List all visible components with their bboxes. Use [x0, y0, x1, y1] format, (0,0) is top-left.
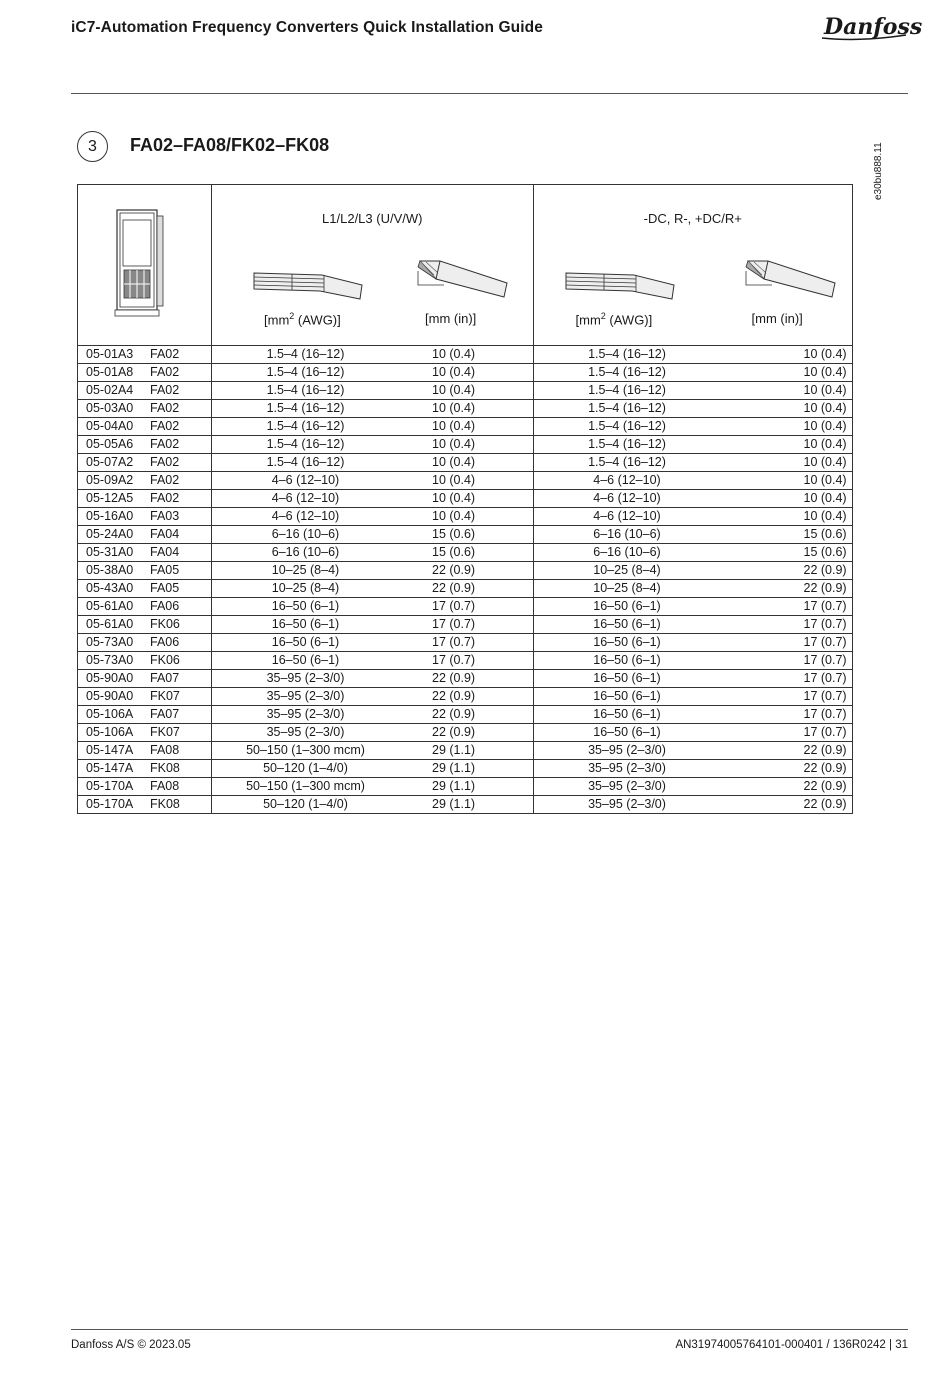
- frame-size: FK06: [150, 653, 180, 668]
- model-frame-cell: [78, 346, 212, 364]
- dc-cable-area: 1.5–4 (16–12): [533, 418, 721, 436]
- model-frame-cell: [78, 670, 212, 688]
- table-row: [78, 706, 853, 724]
- mains-strip-length: 22 (0.9): [399, 688, 533, 706]
- model-frame-cell: [78, 364, 212, 382]
- footer-copyright: Danfoss A/S © 2023.05: [71, 1339, 191, 1351]
- mains-terminal-title: L1/L2/L3 (U/V/W): [322, 211, 423, 226]
- illustration-code: e30bu888.11: [873, 142, 884, 200]
- mains-cable-area: 1.5–4 (16–12): [212, 400, 400, 418]
- mains-strip-length: 29 (1.1): [399, 778, 533, 796]
- dc-length-unit: [mm (in)]: [751, 311, 803, 326]
- frame-size: FA06: [150, 599, 180, 614]
- dc-strip-length: 10 (0.4): [721, 400, 853, 418]
- frame-size: FA07: [150, 707, 180, 722]
- mains-strip-length: 10 (0.4): [399, 346, 533, 364]
- dc-cable-area: 1.5–4 (16–12): [533, 400, 721, 418]
- model-code: 05-61A0: [86, 599, 134, 614]
- mains-strip-length: 22 (0.9): [399, 670, 533, 688]
- mains-cable-area: 50–150 (1–300 mcm): [212, 742, 400, 760]
- model-code: 05-170A: [86, 779, 134, 794]
- model-frame-cell: [78, 400, 212, 418]
- model-frame-cell: [78, 508, 212, 526]
- model-code: 05-90A0: [86, 671, 134, 686]
- stripped-wire-icon: [740, 257, 840, 307]
- mains-strip-length: 10 (0.4): [399, 490, 533, 508]
- frame-size: FK06: [150, 617, 180, 632]
- table-body: [78, 346, 853, 814]
- mains-strip-length: 17 (0.7): [399, 616, 533, 634]
- stripped-wire-icon: [412, 257, 512, 307]
- model-code: 05-90A0: [86, 689, 134, 704]
- dc-strip-length: 10 (0.4): [721, 364, 853, 382]
- mains-cable-area: 4–6 (12–10): [212, 472, 400, 490]
- dc-cable-area: 16–50 (6–1): [533, 706, 721, 724]
- table-row: [78, 472, 853, 490]
- model-frame-cell: [78, 760, 212, 778]
- dc-area-unit: [$mm^2$ (AWG)]: [575, 311, 653, 328]
- model-code: 05-147A: [86, 761, 134, 776]
- dc-cable-area: 6–16 (10–6): [533, 526, 721, 544]
- dc-cable-area: 16–50 (6–1): [533, 634, 721, 652]
- model-code: 05-07A2: [86, 455, 134, 470]
- mains-strip-length: 22 (0.9): [399, 724, 533, 742]
- mains-cable-area: 10–25 (8–4): [212, 580, 400, 598]
- frame-size: FA04: [150, 527, 180, 542]
- dc-cable-area: 4–6 (12–10): [533, 490, 721, 508]
- model-frame-cell: [78, 616, 212, 634]
- model-frame-cell: [78, 796, 212, 814]
- model-code: 05-01A8: [86, 365, 134, 380]
- dc-strip-length: 15 (0.6): [721, 544, 853, 562]
- document-title: iC7-Automation Frequency Converters Quick Installation Guide: [71, 19, 543, 36]
- section-title: FA02–FA08/FK02–FK08: [130, 135, 330, 155]
- mains-cable-area: 35–95 (2–3/0): [212, 670, 400, 688]
- frame-size: FA02: [150, 347, 180, 362]
- mains-cable-area: 1.5–4 (16–12): [212, 346, 400, 364]
- model-code: 05-04A0: [86, 419, 134, 434]
- mains-strip-length: 10 (0.4): [399, 508, 533, 526]
- mains-strip-length: 10 (0.4): [399, 436, 533, 454]
- dc-strip-length: 17 (0.7): [721, 652, 853, 670]
- mains-cable-area: 35–95 (2–3/0): [212, 688, 400, 706]
- model-frame-cell: [78, 634, 212, 652]
- footer-doc-number: AN31974005764101-000401 / 136R0242 | 31: [675, 1339, 908, 1351]
- model-code: 05-09A2: [86, 473, 134, 488]
- mains-strip-length: 15 (0.6): [399, 544, 533, 562]
- dc-cable-area: 35–95 (2–3/0): [533, 760, 721, 778]
- dc-strip-length: 10 (0.4): [721, 382, 853, 400]
- mains-strip-length: 29 (1.1): [399, 796, 533, 814]
- model-code: 05-106A: [86, 725, 134, 740]
- model-frame-cell: [78, 724, 212, 742]
- frame-size: FA02: [150, 437, 180, 452]
- footer-divider: [71, 1329, 908, 1330]
- dc-strip-length: 17 (0.7): [721, 688, 853, 706]
- mains-strip-length: 17 (0.7): [399, 634, 533, 652]
- dc-strip-length: 10 (0.4): [721, 436, 853, 454]
- model-frame-cell: [78, 526, 212, 544]
- mains-strip-length: 15 (0.6): [399, 526, 533, 544]
- dc-cable-area: 1.5–4 (16–12): [533, 454, 721, 472]
- mains-cable-area: 1.5–4 (16–12): [212, 436, 400, 454]
- mains-cable-area: 1.5–4 (16–12): [212, 454, 400, 472]
- logo-wordmark: Danfoss: [824, 14, 923, 40]
- mains-cable-area: 16–50 (6–1): [212, 652, 400, 670]
- dc-cable-area: 35–95 (2–3/0): [533, 778, 721, 796]
- model-code: 05-170A: [86, 797, 134, 812]
- frame-size: FK07: [150, 725, 180, 740]
- model-code: 05-12A5: [86, 491, 134, 506]
- table-row: [78, 670, 853, 688]
- table-row: [78, 742, 853, 760]
- dc-strip-length: 10 (0.4): [721, 454, 853, 472]
- dc-strip-length: 17 (0.7): [721, 724, 853, 742]
- dc-strip-length: 17 (0.7): [721, 634, 853, 652]
- table-row: [78, 616, 853, 634]
- dc-cable-area: 1.5–4 (16–12): [533, 436, 721, 454]
- dc-strip-length: 10 (0.4): [721, 490, 853, 508]
- model-code: 05-31A0: [86, 545, 134, 560]
- model-code: 05-43A0: [86, 581, 134, 596]
- dc-terminal-title: -DC, R-, +DC/R+: [643, 211, 742, 226]
- mains-strip-length: 10 (0.4): [399, 364, 533, 382]
- dc-cable-area: 16–50 (6–1): [533, 598, 721, 616]
- dc-cable-area: 10–25 (8–4): [533, 580, 721, 598]
- dc-cable-area: 6–16 (10–6): [533, 544, 721, 562]
- frame-size: FK08: [150, 797, 180, 812]
- model-code: 05-16A0: [86, 509, 134, 524]
- model-code: 05-73A0: [86, 653, 134, 668]
- mains-cable-area: 1.5–4 (16–12): [212, 382, 400, 400]
- mains-strip-length: 10 (0.4): [399, 382, 533, 400]
- model-frame-cell: [78, 382, 212, 400]
- dc-cable-area: 35–95 (2–3/0): [533, 742, 721, 760]
- dc-strip-length: 22 (0.9): [721, 760, 853, 778]
- frame-size: FA07: [150, 671, 180, 686]
- drive-unit-icon: [111, 206, 171, 321]
- dc-strip-length: 22 (0.9): [721, 742, 853, 760]
- table-row: [78, 796, 853, 814]
- dc-cable-area: 16–50 (6–1): [533, 688, 721, 706]
- table-row: [78, 760, 853, 778]
- model-code: 05-05A6: [86, 437, 134, 452]
- dc-cable-area: 1.5–4 (16–12): [533, 346, 721, 364]
- table-row: [78, 724, 853, 742]
- mains-strip-length: 17 (0.7): [399, 598, 533, 616]
- table-row: [78, 400, 853, 418]
- frame-size: FA02: [150, 455, 180, 470]
- model-frame-cell: [78, 778, 212, 796]
- dc-strip-length: 22 (0.9): [721, 778, 853, 796]
- frame-size: FA02: [150, 473, 180, 488]
- model-code: 05-106A: [86, 707, 134, 722]
- model-frame-cell: [78, 544, 212, 562]
- step-number: 3: [77, 131, 108, 162]
- table-row: [78, 382, 853, 400]
- model-frame-cell: [78, 436, 212, 454]
- model-frame-cell: [78, 580, 212, 598]
- frame-size: FA02: [150, 401, 180, 416]
- frame-size: FA03: [150, 509, 180, 524]
- dc-cable-area: 1.5–4 (16–12): [533, 364, 721, 382]
- dc-strip-length: 10 (0.4): [721, 346, 853, 364]
- dc-terminal-header: [533, 185, 853, 346]
- table-row: [78, 580, 853, 598]
- table-row: [78, 652, 853, 670]
- model-code: 05-01A3: [86, 347, 134, 362]
- mains-cable-area: 50–150 (1–300 mcm): [212, 778, 400, 796]
- dc-cable-area: 16–50 (6–1): [533, 616, 721, 634]
- dc-cable-area: 1.5–4 (16–12): [533, 382, 721, 400]
- multi-wire-cable-icon: [252, 265, 367, 305]
- mains-cable-area: 50–120 (1–4/0): [212, 760, 400, 778]
- dc-strip-length: 22 (0.9): [721, 562, 853, 580]
- mains-cable-area: 1.5–4 (16–12): [212, 418, 400, 436]
- mains-strip-length: 17 (0.7): [399, 652, 533, 670]
- table-row: [78, 634, 853, 652]
- mains-strip-length: 22 (0.9): [399, 580, 533, 598]
- mains-cable-area: 50–120 (1–4/0): [212, 796, 400, 814]
- mains-cable-area: 4–6 (12–10): [212, 490, 400, 508]
- dc-strip-length: 17 (0.7): [721, 598, 853, 616]
- table-row: [78, 346, 853, 364]
- table-row: [78, 526, 853, 544]
- table-row: [78, 418, 853, 436]
- mains-cable-area: 1.5–4 (16–12): [212, 364, 400, 382]
- frame-size: FA05: [150, 563, 180, 578]
- mains-cable-area: 16–50 (6–1): [212, 598, 400, 616]
- model-code: 05-61A0: [86, 617, 134, 632]
- mains-cable-area: 35–95 (2–3/0): [212, 706, 400, 724]
- mains-strip-length: 22 (0.9): [399, 562, 533, 580]
- frame-size: FA08: [150, 743, 180, 758]
- cable-spec-table: [77, 184, 853, 814]
- table-row: [78, 436, 853, 454]
- mains-length-unit: [mm (in)]: [425, 311, 477, 326]
- frame-size: FA04: [150, 545, 180, 560]
- mains-strip-length: 29 (1.1): [399, 760, 533, 778]
- table-row: [78, 562, 853, 580]
- dc-strip-length: 17 (0.7): [721, 616, 853, 634]
- mains-terminal-header: [212, 185, 534, 346]
- header-divider: [71, 93, 908, 94]
- mains-strip-length: 10 (0.4): [399, 472, 533, 490]
- mains-cable-area: 4–6 (12–10): [212, 508, 400, 526]
- frame-size: FA02: [150, 365, 180, 380]
- dc-cable-area: 16–50 (6–1): [533, 652, 721, 670]
- model-frame-cell: [78, 652, 212, 670]
- frame-size: FA06: [150, 635, 180, 650]
- frame-size: FK08: [150, 761, 180, 776]
- frame-size: FK07: [150, 689, 180, 704]
- dc-cable-area: 35–95 (2–3/0): [533, 796, 721, 814]
- mains-cable-area: 10–25 (8–4): [212, 562, 400, 580]
- mains-area-unit: [$mm^2$ (AWG)]: [264, 311, 341, 328]
- mains-strip-length: 10 (0.4): [399, 454, 533, 472]
- model-frame-cell: [78, 472, 212, 490]
- model-frame-cell: [78, 562, 212, 580]
- table-row: [78, 454, 853, 472]
- dc-cable-area: 16–50 (6–1): [533, 670, 721, 688]
- model-code: 05-24A0: [86, 527, 134, 542]
- model-code: 05-73A0: [86, 635, 134, 650]
- model-code: 05-03A0: [86, 401, 134, 416]
- model-code: 05-147A: [86, 743, 134, 758]
- model-frame-cell: [78, 490, 212, 508]
- dc-strip-length: 17 (0.7): [721, 706, 853, 724]
- model-frame-cell: [78, 598, 212, 616]
- table-header-row: [78, 185, 853, 346]
- dc-strip-length: 10 (0.4): [721, 508, 853, 526]
- mains-cable-area: 6–16 (10–6): [212, 526, 400, 544]
- dc-cable-area: 10–25 (8–4): [533, 562, 721, 580]
- drive-illustration-cell: [78, 185, 212, 346]
- dc-cable-area: 16–50 (6–1): [533, 724, 721, 742]
- mains-strip-length: 22 (0.9): [399, 706, 533, 724]
- mains-cable-area: 35–95 (2–3/0): [212, 724, 400, 742]
- model-frame-cell: [78, 706, 212, 724]
- table-row: [78, 778, 853, 796]
- model-frame-cell: [78, 418, 212, 436]
- table-row: [78, 508, 853, 526]
- frame-size: FA02: [150, 383, 180, 398]
- frame-size: FA05: [150, 581, 180, 596]
- mains-cable-area: 6–16 (10–6): [212, 544, 400, 562]
- frame-size: FA08: [150, 779, 180, 794]
- table-row: [78, 688, 853, 706]
- model-code: 05-02A4: [86, 383, 134, 398]
- mains-strip-length: 10 (0.4): [399, 400, 533, 418]
- model-frame-cell: [78, 688, 212, 706]
- mains-cable-area: 16–50 (6–1): [212, 634, 400, 652]
- mains-strip-length: 10 (0.4): [399, 418, 533, 436]
- model-code: 05-38A0: [86, 563, 134, 578]
- mains-cable-area: 16–50 (6–1): [212, 616, 400, 634]
- dc-cable-area: 4–6 (12–10): [533, 472, 721, 490]
- dc-strip-length: 10 (0.4): [721, 418, 853, 436]
- dc-cable-area: 4–6 (12–10): [533, 508, 721, 526]
- mains-strip-length: 29 (1.1): [399, 742, 533, 760]
- table-row: [78, 598, 853, 616]
- danfoss-logo: [820, 8, 923, 49]
- model-frame-cell: [78, 742, 212, 760]
- table-row: [78, 490, 853, 508]
- table-row: [78, 364, 853, 382]
- frame-size: FA02: [150, 491, 180, 506]
- table-row: [78, 544, 853, 562]
- dc-strip-length: 22 (0.9): [721, 796, 853, 814]
- dc-strip-length: 15 (0.6): [721, 526, 853, 544]
- model-frame-cell: [78, 454, 212, 472]
- dc-strip-length: 10 (0.4): [721, 472, 853, 490]
- dc-strip-length: 17 (0.7): [721, 670, 853, 688]
- frame-size: FA02: [150, 419, 180, 434]
- dc-strip-length: 22 (0.9): [721, 580, 853, 598]
- multi-wire-cable-icon: [564, 265, 679, 305]
